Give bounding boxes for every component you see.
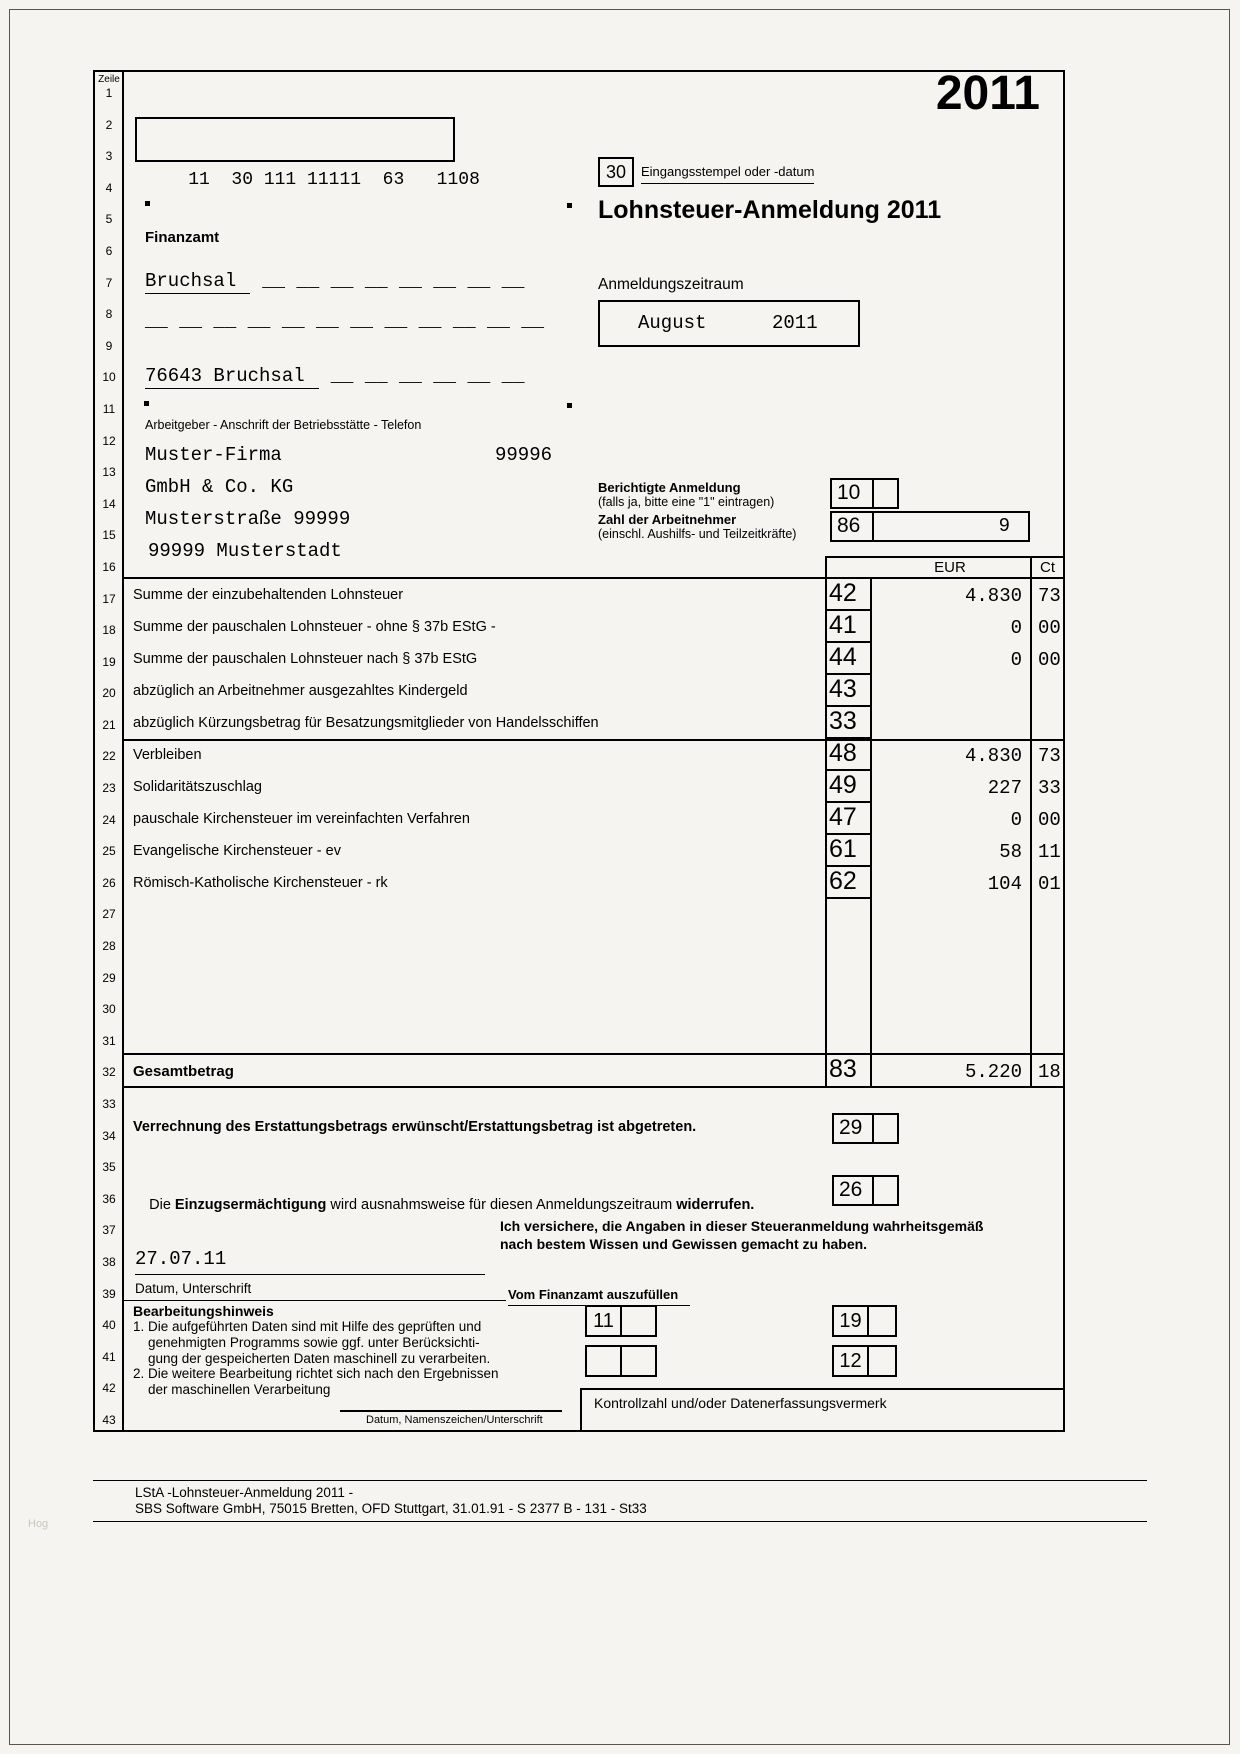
line-number: 8 bbox=[105, 307, 113, 322]
row-label: pauschale Kirchensteuer im vereinfachten Verfahren bbox=[133, 811, 470, 827]
row-code-box: 44 bbox=[825, 643, 870, 675]
period-year-value: 2011 bbox=[772, 312, 818, 334]
row-label: Evangelische Kirchensteuer - ev bbox=[133, 843, 341, 859]
line-number: 3 bbox=[105, 149, 113, 164]
line-number: 38 bbox=[102, 1254, 116, 1269]
eur-column-header: EUR bbox=[934, 559, 966, 576]
processing-note-text bbox=[133, 1319, 498, 1398]
line-number: 24 bbox=[102, 812, 116, 827]
row-code-box: 48 bbox=[825, 739, 870, 771]
page-title: Lohnsteuer-Anmeldung 2011 bbox=[598, 196, 942, 224]
row-code-box: 62 bbox=[825, 867, 870, 899]
employer-section-label: Arbeitgeber - Anschrift der Betriebsstätte - Telefon bbox=[145, 418, 422, 432]
line-number: 26 bbox=[102, 875, 116, 890]
refund-code-box: 29 bbox=[832, 1113, 874, 1144]
line-number: 32 bbox=[102, 1065, 116, 1080]
registration-mark bbox=[144, 401, 149, 406]
assurance-statement bbox=[500, 1218, 983, 1253]
line-number: 10 bbox=[102, 370, 116, 385]
line-number: 21 bbox=[102, 717, 116, 732]
finanzamt-address-blank-row[interactable]: __ __ __ __ __ __ __ __ __ __ __ __ bbox=[145, 310, 545, 332]
employer-city-field[interactable]: 99999 Musterstadt bbox=[148, 540, 342, 562]
table-grid-line bbox=[122, 1086, 1065, 1088]
finanzamt-label: Finanzamt bbox=[145, 229, 220, 246]
period-month-value: August bbox=[638, 312, 707, 334]
employees-value-field[interactable]: 9 bbox=[872, 511, 1030, 542]
line-number: 40 bbox=[102, 1318, 116, 1333]
total-label: Gesamtbetrag bbox=[133, 1063, 234, 1080]
corrected-declaration-note: (falls ja, bitte eine "1" eintragen) bbox=[598, 495, 775, 509]
row-label: Summe der pauschalen Lohnsteuer - ohne § 37b EStG - bbox=[133, 619, 496, 635]
line-number: 17 bbox=[102, 591, 116, 606]
line-number: 5 bbox=[105, 212, 113, 227]
table-row bbox=[124, 771, 1065, 803]
row-eur-value[interactable]: 227 bbox=[987, 777, 1022, 799]
row-ct-value[interactable]: 01 bbox=[1038, 873, 1061, 895]
table-row bbox=[124, 611, 1065, 643]
row-label: Summe der einzubehaltenden Lohnsteuer bbox=[133, 587, 404, 603]
line-number: 29 bbox=[102, 970, 116, 985]
footer-publisher: SBS Software GmbH, 75015 Bretten, OFD Stuttgart, 31.01.91 - S 2377 B - 131 - St33 bbox=[135, 1501, 647, 1516]
row-label: Solidaritätszuschlag bbox=[133, 779, 262, 795]
table-row bbox=[124, 803, 1065, 835]
registration-mark bbox=[145, 201, 150, 206]
row-label: abzüglich an Arbeitnehmer ausgezahltes Kindergeld bbox=[133, 683, 468, 699]
corrected-value-box[interactable] bbox=[872, 478, 899, 509]
footer-divider bbox=[93, 1521, 1147, 1522]
assurance-line: nach bestem Wissen und Gewissen gemacht zu haben. bbox=[500, 1235, 868, 1252]
debit-code-box: 26 bbox=[832, 1175, 874, 1206]
line-number-column bbox=[93, 70, 123, 1432]
row-eur-value[interactable]: 0 bbox=[1010, 649, 1022, 671]
refund-value-box[interactable] bbox=[872, 1113, 899, 1144]
finanzamt-zip-city-field[interactable] bbox=[145, 365, 524, 387]
footer-divider bbox=[93, 1480, 1147, 1481]
tax-office-value-box[interactable] bbox=[585, 1345, 622, 1377]
line-number: 35 bbox=[102, 1160, 116, 1175]
stamp-code: 30 bbox=[605, 162, 627, 182]
finanzamt-zip-city-value: 76643 Bruchsal bbox=[145, 365, 319, 389]
line-number: 34 bbox=[102, 1128, 116, 1143]
row-label: Römisch-Katholische Kirchensteuer - rk bbox=[133, 875, 388, 891]
signature-line-label: Datum, Namenszeichen/Unterschrift bbox=[366, 1414, 543, 1426]
employees-count-label: Zahl der Arbeitnehmer bbox=[598, 512, 737, 527]
registration-mark bbox=[567, 403, 572, 408]
tax-office-value-box[interactable] bbox=[867, 1305, 897, 1337]
processing-note-line: genehmigten Programms sowie ggf. unter Berücksichti- bbox=[133, 1334, 480, 1350]
kontrollzahl-label: Kontrollzahl und/oder Datenerfassungsvermerk bbox=[594, 1395, 887, 1411]
line-number: 18 bbox=[102, 623, 116, 638]
line-number: 42 bbox=[102, 1381, 116, 1396]
employees-code-box: 86 bbox=[830, 511, 874, 542]
line-number: 20 bbox=[102, 686, 116, 701]
tax-office-section-title: Vom Finanzamt auszufüllen bbox=[508, 1287, 690, 1306]
line-number: 12 bbox=[102, 433, 116, 448]
kontrollzahl-divider bbox=[580, 1388, 582, 1432]
employer-number-field[interactable]: 99996 bbox=[495, 444, 553, 466]
debit-text-bold: Einzugsermächtigung bbox=[174, 1197, 327, 1213]
finanzamt-city-field[interactable] bbox=[145, 270, 524, 292]
row-ct-value[interactable]: 00 bbox=[1038, 809, 1061, 831]
line-number: 23 bbox=[102, 781, 116, 796]
row-eur-value[interactable] bbox=[870, 707, 1030, 739]
tax-office-value-box[interactable] bbox=[620, 1305, 657, 1337]
row-code-box: 49 bbox=[825, 771, 870, 803]
zeile-column-label: Zeile bbox=[98, 74, 120, 85]
line-number: 25 bbox=[102, 844, 116, 859]
assurance-line: Ich versichere, die Angaben in dieser Steueranmeldung wahrheitsgemäß bbox=[500, 1218, 984, 1234]
row-ct-value[interactable]: 00 bbox=[1038, 617, 1061, 639]
tax-office-code-box-11: 11 bbox=[585, 1305, 622, 1337]
line-number: 6 bbox=[105, 243, 113, 258]
corrected-code-box: 10 bbox=[830, 478, 874, 509]
debit-text-part: wird ausnahmsweise für diesen Anmeldungszeitraum bbox=[326, 1197, 677, 1213]
row-eur-value[interactable]: 0 bbox=[1010, 809, 1022, 831]
row-eur-value[interactable]: 58 bbox=[999, 841, 1022, 863]
tax-office-value-box[interactable] bbox=[620, 1345, 657, 1377]
kontrollzahl-divider bbox=[580, 1388, 1065, 1390]
row-label: Summe der pauschalen Lohnsteuer nach § 37b EStG bbox=[133, 651, 478, 667]
footer-form-id: LStA -Lohnsteuer-Anmeldung 2011 - bbox=[135, 1485, 354, 1500]
table-row bbox=[124, 643, 1065, 675]
row-ct-value[interactable]: 33 bbox=[1038, 777, 1061, 799]
total-code-box: 83 bbox=[829, 1055, 857, 1083]
ct-column-header: Ct bbox=[1040, 559, 1055, 576]
line-number: 43 bbox=[102, 1412, 116, 1427]
tax-number-field[interactable] bbox=[135, 117, 480, 190]
debit-text-part: Die bbox=[149, 1197, 175, 1213]
signature-date-field[interactable]: 27.07.11 bbox=[135, 1248, 485, 1275]
line-number: 2 bbox=[105, 117, 113, 132]
tax-office-code-box-12: 12 bbox=[832, 1345, 869, 1377]
form-year: 2011 bbox=[935, 67, 1040, 120]
section-divider bbox=[122, 1300, 506, 1301]
blank-field-marks: __ __ __ __ __ __ bbox=[330, 365, 525, 387]
line-number: 33 bbox=[102, 1097, 116, 1111]
watermark: Hog bbox=[28, 1518, 49, 1530]
table-row bbox=[124, 707, 1065, 739]
line-number: 9 bbox=[105, 338, 113, 353]
line-number: 31 bbox=[102, 1033, 116, 1048]
processing-note-line: gung der gespeicherten Daten maschinell zu verarbeiten. bbox=[133, 1350, 491, 1366]
employer-street-field[interactable]: Musterstraße 99999 bbox=[145, 508, 351, 530]
processing-note-title: Bearbeitungshinweis bbox=[133, 1303, 274, 1319]
tax-amount-table bbox=[124, 579, 1065, 899]
line-number: 39 bbox=[102, 1286, 116, 1301]
stamp-area-label: Eingangsstempel oder -datum bbox=[641, 164, 814, 184]
row-code-box: 42 bbox=[825, 579, 870, 611]
row-ct-value[interactable]: 73 bbox=[1038, 585, 1061, 607]
employees-count-note: (einschl. Aushilfs- und Teilzeitkräfte) bbox=[598, 527, 797, 541]
line-number: 22 bbox=[102, 749, 116, 764]
line-number: 36 bbox=[102, 1191, 116, 1206]
row-eur-value[interactable]: 4.830 bbox=[964, 585, 1022, 607]
finanzamt-city-value: Bruchsal bbox=[145, 270, 250, 294]
processing-note-line: der maschinellen Verarbeitung bbox=[133, 1382, 331, 1398]
row-code-box: 43 bbox=[825, 675, 870, 707]
line-number: 13 bbox=[102, 465, 116, 480]
table-row bbox=[124, 835, 1065, 867]
processing-note-line: 1. Die aufgeführten Daten sind mit Hilfe des geprüften und bbox=[133, 1319, 482, 1334]
tax-number-value: 11 30 111 11111 63 1108 bbox=[188, 170, 480, 190]
employer-name2-field[interactable]: GmbH & Co. KG bbox=[145, 476, 294, 498]
refund-statement: Verrechnung des Erstattungsbetrags erwünscht/Erstattungsbetrag ist abgetreten. bbox=[133, 1119, 697, 1135]
line-number: 37 bbox=[102, 1223, 116, 1238]
signature-line bbox=[340, 1410, 562, 1412]
row-label: abzüglich Kürzungsbetrag für Besatzungsmitglieder von Handelsschiffen bbox=[133, 715, 599, 731]
table-grid-line bbox=[825, 556, 1065, 558]
table-row bbox=[124, 739, 1065, 771]
row-eur-value[interactable]: 4.830 bbox=[964, 745, 1022, 767]
row-eur-value[interactable]: 104 bbox=[987, 873, 1022, 895]
blank-field-marks: __ __ __ __ __ __ __ __ bbox=[262, 270, 525, 292]
debit-text-bold: widerrufen. bbox=[676, 1197, 755, 1213]
row-ct-value[interactable] bbox=[1030, 707, 1065, 739]
row-ct-value[interactable]: 11 bbox=[1038, 841, 1061, 863]
line-number: 41 bbox=[102, 1349, 116, 1364]
corrected-declaration-label: Berichtigte Anmeldung bbox=[598, 480, 741, 495]
line-number: 27 bbox=[102, 907, 116, 922]
debit-value-box[interactable] bbox=[872, 1175, 899, 1206]
row-label: Verbleiben bbox=[133, 747, 202, 763]
line-number: 15 bbox=[102, 528, 116, 543]
tax-office-value-box[interactable] bbox=[867, 1345, 897, 1377]
total-row bbox=[124, 1055, 1065, 1085]
row-ct-value[interactable] bbox=[1030, 675, 1065, 707]
line-number: 11 bbox=[102, 401, 116, 416]
stamp-code-box bbox=[598, 157, 634, 187]
table-row bbox=[124, 579, 1065, 611]
row-eur-value[interactable]: 0 bbox=[1010, 617, 1022, 639]
line-number: 16 bbox=[102, 559, 116, 574]
line-number: 7 bbox=[105, 275, 113, 290]
line-number: 4 bbox=[105, 180, 113, 195]
row-ct-value[interactable]: 73 bbox=[1038, 745, 1061, 767]
row-code-box: 47 bbox=[825, 803, 870, 835]
table-row bbox=[124, 675, 1065, 707]
processing-note-line: 2. Die weitere Bearbeitung richtet sich nach den Ergebnissen bbox=[133, 1366, 499, 1382]
period-label: Anmeldungszeitraum bbox=[598, 276, 744, 293]
line-number: 14 bbox=[102, 496, 116, 511]
total-ct-value[interactable]: 18 bbox=[1038, 1061, 1061, 1083]
signature-date-label: Datum, Unterschrift bbox=[135, 1281, 252, 1296]
period-field[interactable] bbox=[598, 300, 860, 347]
line-number: 1 bbox=[105, 86, 113, 100]
employer-name-field[interactable]: Muster-Firma bbox=[145, 444, 282, 466]
line-number: 30 bbox=[102, 1002, 116, 1017]
row-ct-value[interactable]: 00 bbox=[1038, 649, 1061, 671]
table-row bbox=[124, 867, 1065, 899]
total-eur-value[interactable]: 5.220 bbox=[964, 1061, 1022, 1083]
registration-mark bbox=[567, 203, 572, 208]
tax-office-code-box-19: 19 bbox=[832, 1305, 869, 1337]
row-code-box: 33 bbox=[825, 707, 870, 739]
row-code-box: 61 bbox=[825, 835, 870, 867]
row-eur-value[interactable] bbox=[870, 675, 1030, 707]
line-numbers bbox=[95, 86, 123, 1427]
line-number: 19 bbox=[102, 654, 116, 669]
row-code-box: 41 bbox=[825, 611, 870, 643]
line-number: 28 bbox=[102, 939, 116, 954]
